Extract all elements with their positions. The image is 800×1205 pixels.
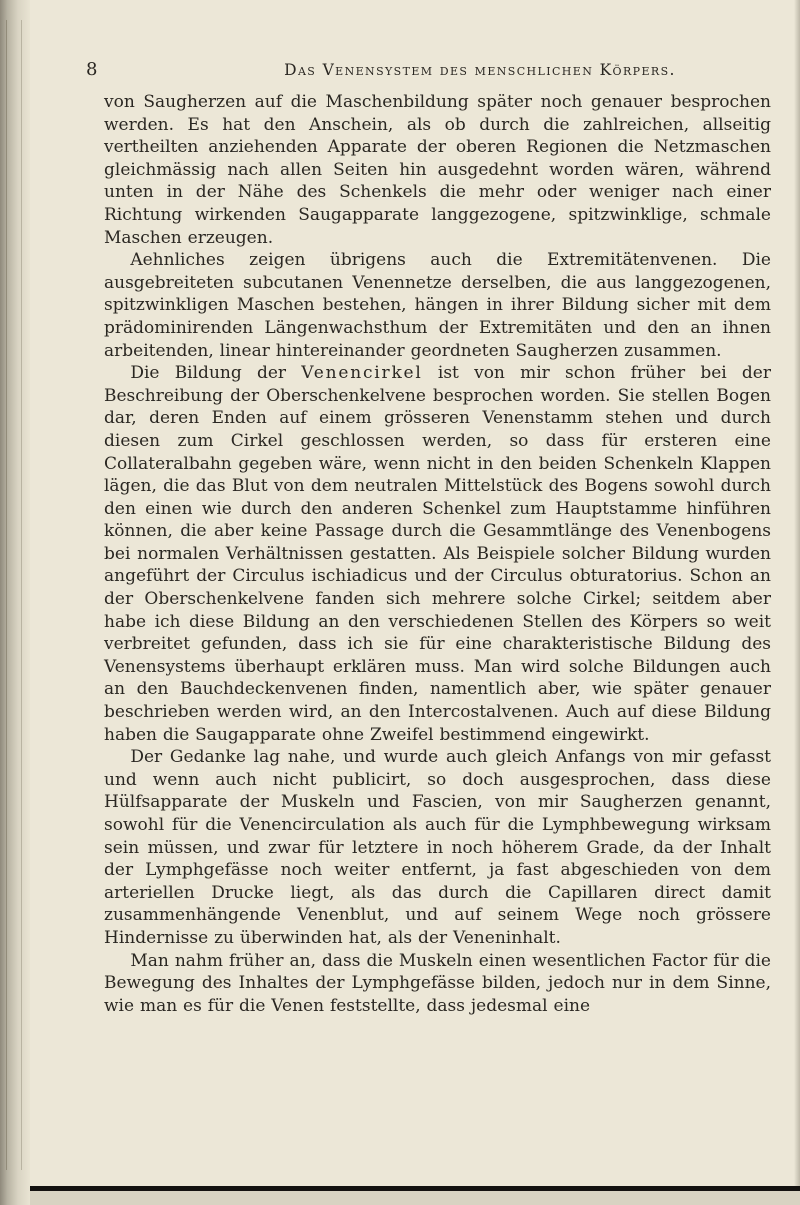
book-spine-edge (6, 20, 22, 1170)
page-right-edge (794, 0, 800, 1205)
running-title: Das Venensystem des menschlichen Körpers. (284, 61, 676, 79)
emphasis-venencirkel: Venencirkel (301, 363, 423, 384)
paragraph-3-start: Die Bildung der (130, 363, 302, 384)
paragraph-2: Aehnliches zeigen übrigens auch die Extremitätenvenen. Die ausgebreiteten subcutanen Venennetze derselben, die aus langgezogenen, spitzwinkligen Maschen bestehen, hängen in ihrer Bildung sicher mit dem prädominirenden Längenwachsthum der Extremitäten und den an ihnen arbeitenden, linear hintereinander geordneten Saugherzen zusammen. (104, 250, 771, 361)
page-bottom-edge (30, 1191, 800, 1205)
paragraph-4: Der Gedanke lag nahe, und wurde auch gleich Anfangs von mir gefasst und wenn auch nicht publicirt, so doch ausgesprochen, dass diese Hülfsapparate der Muskeln und Fascien, von mir Saugherzen genannt, sowohl für die Venencirculation als auch für die Lymphbewegung wirksam sein müssen, und zwar für letztere in noch höherem Grade, da der Inhalt der Lymphgefässe noch weiter entfernt, ja fast abgeschieden von dem arteriellen Drucke liegt, als das durch die Capillaren direct damit zusammenhängende Venenblut, und auf seinem Wege noch grössere Hindernisse zu überwinden hat, als der Veneninhalt. (104, 747, 771, 948)
paragraph-3 (104, 362, 771, 746)
page-header (80, 58, 770, 84)
paragraph-5: Man nahm früher an, dass die Muskeln einen wesentlichen Factor für die Bewegung des Inhaltes der Lymphgefässe bilden, jedoch nur in dem Sinne, wie man es für die Venen feststellte, dass jedesmal eine (104, 950, 771, 1016)
page-number: 8 (86, 59, 98, 80)
body-text (104, 91, 771, 1017)
paragraph-3-rest: ist von mir schon früher bei der Beschreibung der Oberschenkelvene besprochen worden. Sie stellen Bogen dar, deren Enden auf einem grösseren Venenstamm stehen und durch diesen zum Cirkel geschlossen werden, so dass für ersteren eine Collateralbahn gegeben wäre, wenn nicht in den beiden Schenkeln Klappen lägen, die das Blut von dem neutralen Mittelstück des Bogens sowohl durch den einen wie durch den anderen Schenkel zum Hauptstamme hinführen können, die aber keine Passage durch die Gesammtlänge des Venenbogens bei normalen Verhältnissen gestatten. Als Beispiele solcher Bildung wurden angeführt der Circulus ischiadicus und der Circulus obturatorius. Schon an der Oberschenkelvene fanden sich mehrere solche Cirkel; seitdem aber habe ich diese Bildung an den verschiedenen Stellen des Körpers so weit verbreitet gefunden, dass ich sie für eine charakteristische Bildung des Venensystems überhaupt erklären muss. Man wird solche Bildungen auch an den Bauchdeckenvenen finden, namentlich aber, wie später genauer beschrieben werden wird, an den Intercostalvenen. Auch auf diese Bildung haben die Saugapparate ohne Zweifel bestimmend eingewirkt. (104, 363, 771, 745)
paragraph-1: von Saugherzen auf die Maschenbildung später noch genauer besprochen werden. Es hat den Anschein, als ob durch die zahlreichen, allseitig vertheilten anziehenden Apparate der oberen Regionen die Netzmaschen gleichmässig nach allen Seiten hin ausgedehnt worden wären, während unten in der Nähe des Schenkels die mehr oder weniger nach einer Richtung wirkenden Saugapparate langgezogene, spitzwinklige, schmale Maschen erzeugen. (104, 92, 771, 248)
